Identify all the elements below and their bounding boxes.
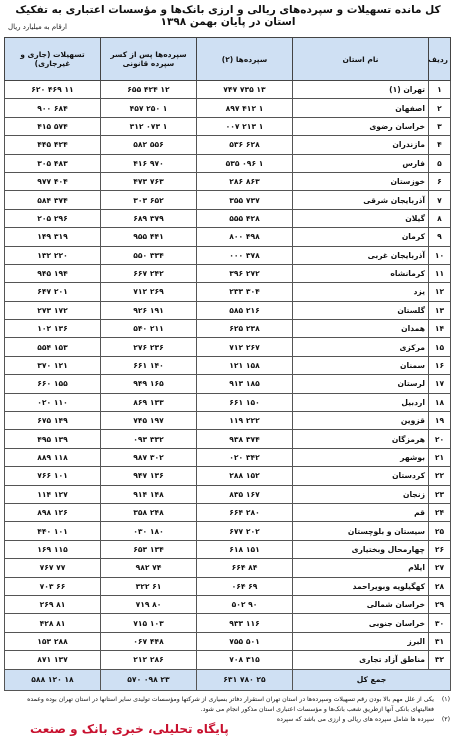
deposits-net-cell: ۳۷۹ ۶۸۹ <box>101 209 197 227</box>
deposits-net-cell: ۳۰۲ ۹۸۷ <box>101 448 197 466</box>
province-name: گیلان <box>293 209 429 227</box>
deposits-net-cell: ۱۴۸ ۹۱۴ <box>101 485 197 503</box>
province-name: مازندران <box>293 136 429 154</box>
province-name: خراسان جنوبی <box>293 614 429 632</box>
loans-cell: ۱۰۱ ۴۴۰ <box>5 522 101 540</box>
province-name: کهگیلویه وبویراحمد <box>293 577 429 595</box>
row-number: ۲۵ <box>429 522 451 540</box>
row-number: ۳۲ <box>429 651 451 669</box>
deposits-cell: ۱ ۲۱۳ ۰۰۷ <box>197 117 293 135</box>
province-name: خراسان شمالی <box>293 595 429 613</box>
province-name: سمنان <box>293 356 429 374</box>
row-number: ۱۰ <box>429 246 451 264</box>
table-row <box>5 503 451 521</box>
row-number: ۲۷ <box>429 559 451 577</box>
deposits-cell: ۱ ۰۹۶ ۵۳۵ <box>197 154 293 172</box>
deposits-net-cell: ۱۶۵ ۹۴۹ <box>101 375 197 393</box>
total-deposits: ۲۵ ۷۸۰ ۶۳۱ <box>197 669 293 690</box>
footnote-2-number: (۲) <box>441 716 450 723</box>
deposits-net-cell: ۲۴۸ ۳۵۸ <box>101 503 197 521</box>
deposits-net-cell: ۷۶۳ ۴۷۳ <box>101 172 197 190</box>
deposits-net-cell: ۱۳۶ ۹۴۷ <box>101 467 197 485</box>
row-number: ۲ <box>429 99 451 117</box>
loans-cell: ۸۱ ۲۶۹ <box>5 595 101 613</box>
deposits-net-cell: ۱۴۰ ۶۶۱ <box>101 356 197 374</box>
table-row <box>5 264 451 282</box>
loans-cell: ۱۱ ۴۶۹ ۶۲۰ <box>5 81 101 99</box>
row-number: ۱۴ <box>429 320 451 338</box>
province-name: آذربایجان شرقی <box>293 191 429 209</box>
deposits-net-cell: ۱ ۲۵۰ ۴۵۷ <box>101 99 197 117</box>
row-number: ۳۰ <box>429 614 451 632</box>
loans-cell: ۳۷۴ ۵۸۴ <box>5 191 101 209</box>
table-row <box>5 393 451 411</box>
header-province: نام استان <box>293 38 429 81</box>
loans-cell: ۴۰۴ ۹۷۷ <box>5 172 101 190</box>
brand-watermark: پایگاه تحلیلی، خبری بانک و صنعت <box>30 722 229 736</box>
deposits-net-cell: ۱۰۳ ۷۱۵ <box>101 614 197 632</box>
loans-cell: ۱۴۹ ۶۷۵ <box>5 412 101 430</box>
province-name: آذربایجان غربی <box>293 246 429 264</box>
table-row <box>5 559 451 577</box>
loans-cell: ۱۱۸ ۸۸۹ <box>5 448 101 466</box>
deposits-cell: ۲۳۸ ۶۲۵ <box>197 320 293 338</box>
table-row <box>5 540 451 558</box>
page-title: کل مانده تسهیلات و سپرده‌های ریالی و ارزی بانک‌ها و مؤسسات اعتباری به تفکیک استان در پایان بهمن ۱۳۹۸ <box>15 4 441 28</box>
loans-cell: ۴۲۴ ۴۴۵ <box>5 136 101 154</box>
deposits-cell: ۱۵۰ ۶۶۱ <box>197 393 293 411</box>
province-name: اصفهان <box>293 99 429 117</box>
deposits-net-cell: ۵۵۶ ۵۸۲ <box>101 136 197 154</box>
deposits-net-cell: ۴۴۱ ۹۵۵ <box>101 228 197 246</box>
table-row <box>5 632 451 650</box>
province-name: قم <box>293 503 429 521</box>
province-name: گلستان <box>293 301 429 319</box>
footnote-2-text: سپرده ها شامل سپرده های ریالی و ارزی می باشد که سپرده <box>276 716 434 723</box>
table-row <box>5 595 451 613</box>
table-row <box>5 522 451 540</box>
table-row <box>5 485 451 503</box>
deposits-net-cell: ۲۱۱ ۵۴۰ <box>101 320 197 338</box>
header-row-no: ردیف <box>429 38 451 81</box>
row-number: ۳ <box>429 117 451 135</box>
row-number: ۷ <box>429 191 451 209</box>
row-number: ۱۱ <box>429 264 451 282</box>
loans-cell: ۶۸۴ ۹۰۰ <box>5 99 101 117</box>
deposits-net-cell: ۲۳۶ ۲۷۶ <box>101 338 197 356</box>
row-number: ۱۸ <box>429 393 451 411</box>
deposits-net-cell: ۱۸۰ ۰۳۰ <box>101 522 197 540</box>
table-row <box>5 320 451 338</box>
province-name: بوشهر <box>293 448 429 466</box>
deposits-net-cell: ۱۳۳ ۸۶۹ <box>101 393 197 411</box>
province-name: لرستان <box>293 375 429 393</box>
total-row <box>5 669 451 690</box>
row-number: ۱۳ <box>429 301 451 319</box>
province-name: کردستان <box>293 467 429 485</box>
deposits-net-cell: ۶۵۲ ۳۰۳ <box>101 191 197 209</box>
loans-cell: ۱۱۵ ۱۶۹ <box>5 540 101 558</box>
loans-cell: ۱۲۷ ۱۱۴ <box>5 485 101 503</box>
loans-cell: ۱۹۴ ۹۴۵ <box>5 264 101 282</box>
table-row <box>5 246 451 264</box>
loans-cell: ۳۱۹ ۱۴۹ <box>5 228 101 246</box>
deposits-net-cell: ۱۹۱ ۹۲۶ <box>101 301 197 319</box>
deposits-cell: ۳۷۸ ۰۰۰ <box>197 246 293 264</box>
deposits-cell: ۲۰۲ ۶۷۷ <box>197 522 293 540</box>
footnotes <box>6 695 450 725</box>
row-number: ۴ <box>429 136 451 154</box>
deposits-cell: ۱۵۱ ۶۱۸ <box>197 540 293 558</box>
row-number: ۲۰ <box>429 430 451 448</box>
province-name: ایلام <box>293 559 429 577</box>
province-name: اردبیل <box>293 393 429 411</box>
loans-cell: ۶۶ ۷۰۳ <box>5 577 101 595</box>
table-row <box>5 430 451 448</box>
deposits-cell: ۱۳ ۷۳۵ ۷۴۷ <box>197 81 293 99</box>
row-number: ۶ <box>429 172 451 190</box>
loans-cell: ۱۳۹ ۴۹۵ <box>5 430 101 448</box>
table-row <box>5 356 451 374</box>
unit-note: ارقام به میلیارد ریال <box>8 23 67 31</box>
deposits-net-cell: ۴۴۸ ۰۶۷ <box>101 632 197 650</box>
row-number: ۲۱ <box>429 448 451 466</box>
row-number: ۱۵ <box>429 338 451 356</box>
row-number: ۱ <box>429 81 451 99</box>
row-number: ۱۷ <box>429 375 451 393</box>
deposits-cell: ۲۶۷ ۷۱۲ <box>197 338 293 356</box>
deposits-net-cell: ۲۸۶ ۲۱۲ <box>101 651 197 669</box>
province-table <box>4 37 451 691</box>
loans-cell: ۱۲۶ ۸۹۸ <box>5 503 101 521</box>
province-name: مناطق آزاد تجاری <box>293 651 429 669</box>
loans-cell: ۲۲۰ ۱۳۲ <box>5 246 101 264</box>
table-row <box>5 577 451 595</box>
row-number: ۲۴ <box>429 503 451 521</box>
province-name: چهارمحال وبختیاری <box>293 540 429 558</box>
deposits-cell: ۲۱۶ ۵۸۵ <box>197 301 293 319</box>
deposits-cell: ۶۹ ۰۶۴ <box>197 577 293 595</box>
table-row <box>5 191 451 209</box>
row-number: ۳۱ <box>429 632 451 650</box>
table-row <box>5 301 451 319</box>
header-deposits-net: سپرده‌ها پس از کسر سپرده قانونی <box>101 38 197 81</box>
deposits-cell: ۸۶۳ ۲۸۶ <box>197 172 293 190</box>
deposits-cell: ۵۰۱ ۷۵۵ <box>197 632 293 650</box>
table-row <box>5 228 451 246</box>
total-loans: ۱۸ ۱۲۰ ۵۸۸ <box>5 669 101 690</box>
loans-cell: ۲۹۶ ۲۰۵ <box>5 209 101 227</box>
province-name: یزد <box>293 283 429 301</box>
loans-cell: ۲۸۸ ۱۵۳ <box>5 632 101 650</box>
deposits-cell: ۲۷۲ ۳۹۶ <box>197 264 293 282</box>
deposits-net-cell: ۶۱ ۳۲۲ <box>101 577 197 595</box>
header-deposits: سپرده‌ها (۲) <box>197 38 293 81</box>
table-row <box>5 375 451 393</box>
loans-cell: ۷۷ ۷۶۷ <box>5 559 101 577</box>
table-row <box>5 136 451 154</box>
deposits-net-cell: ۲۴۲ ۶۶۷ <box>101 264 197 282</box>
table-row <box>5 81 451 99</box>
province-name: کرمانشاه <box>293 264 429 282</box>
table-header-row <box>5 38 451 81</box>
deposits-cell: ۱۸۵ ۹۱۳ <box>197 375 293 393</box>
row-number: ۲۳ <box>429 485 451 503</box>
deposits-net-cell: ۱۳۴ ۶۵۳ <box>101 540 197 558</box>
deposits-net-cell: ۱ ۰۷۳ ۳۱۲ <box>101 117 197 135</box>
deposits-cell: ۳۰۴ ۲۳۳ <box>197 283 293 301</box>
footnote-1-number: (۱) <box>441 696 450 703</box>
province-name: زنجان <box>293 485 429 503</box>
deposits-cell: ۱ ۴۱۲ ۸۹۷ <box>197 99 293 117</box>
deposits-cell: ۱۱۶ ۹۳۳ <box>197 614 293 632</box>
deposits-cell: ۱۵۲ ۲۸۸ <box>197 467 293 485</box>
footnote-1-text: یکی از علل مهم بالا بودن رقم تسهیلات وسپرده‌ها در استان تهران استقرار دفاتر بسیاری از شرکتها ومؤسسات تولیدی سایر استانها در استان تهران بوده وعمده فعالیتهای بانکی آنها ازطریق شعب بانک‌ها و مؤسسات اعتباری استان مذکور انجام می شود. <box>27 696 434 713</box>
deposits-cell: ۷۳۷ ۳۵۵ <box>197 191 293 209</box>
deposits-net-cell: ۲۶۹ ۷۱۲ <box>101 283 197 301</box>
table-row <box>5 614 451 632</box>
deposits-cell: ۱۶۷ ۸۳۵ <box>197 485 293 503</box>
row-number: ۲۸ <box>429 577 451 595</box>
header-loans: تسهیلات (جاری و غیرجاری) <box>5 38 101 81</box>
deposits-cell: ۶۲۸ ۵۳۶ <box>197 136 293 154</box>
row-number: ۱۲ <box>429 283 451 301</box>
deposits-cell: ۸۴ ۶۶۴ <box>197 559 293 577</box>
table-row <box>5 117 451 135</box>
deposits-cell: ۲۲۲ ۱۱۹ <box>197 412 293 430</box>
loans-cell: ۱۳۶ ۱۰۲ <box>5 320 101 338</box>
row-number: ۱۹ <box>429 412 451 430</box>
table-row <box>5 154 451 172</box>
footnote-1 <box>6 695 450 715</box>
deposits-cell: ۳۷۴ ۹۳۸ <box>197 430 293 448</box>
total-deposits-net: ۲۳ ۰۹۸ ۵۷۰ <box>101 669 197 690</box>
table-body <box>5 81 451 670</box>
loans-cell: ۱۵۵ ۶۶۰ <box>5 375 101 393</box>
row-number: ۸ <box>429 209 451 227</box>
province-name: خراسان رضوی <box>293 117 429 135</box>
row-number: ۹ <box>429 228 451 246</box>
deposits-net-cell: ۱۹۷ ۷۴۵ <box>101 412 197 430</box>
province-name: قزوین <box>293 412 429 430</box>
province-name: البرز <box>293 632 429 650</box>
row-number: ۱۶ <box>429 356 451 374</box>
loans-cell: ۱۰۱ ۷۶۶ <box>5 467 101 485</box>
province-name: سیستان و بلوچستان <box>293 522 429 540</box>
loans-cell: ۱۲۱ ۳۷۰ <box>5 356 101 374</box>
province-name: فارس <box>293 154 429 172</box>
province-name: کرمان <box>293 228 429 246</box>
table-row <box>5 209 451 227</box>
row-number: ۲۶ <box>429 540 451 558</box>
deposits-net-cell: ۹۷۰ ۴۱۶ <box>101 154 197 172</box>
deposits-cell: ۳۱۵ ۷۰۸ <box>197 651 293 669</box>
row-number: ۲۹ <box>429 595 451 613</box>
table-row <box>5 172 451 190</box>
table-row <box>5 283 451 301</box>
deposits-net-cell: ۷۴ ۹۸۲ <box>101 559 197 577</box>
table-row <box>5 99 451 117</box>
province-name: هرمزگان <box>293 430 429 448</box>
province-name: مرکزی <box>293 338 429 356</box>
loans-cell: ۱۱۰ ۰۲۰ <box>5 393 101 411</box>
table-row <box>5 338 451 356</box>
province-name: تهران (۱) <box>293 81 429 99</box>
deposits-net-cell: ۳۳۴ ۵۵۰ <box>101 246 197 264</box>
table-row <box>5 412 451 430</box>
loans-cell: ۱۷۲ ۲۷۳ <box>5 301 101 319</box>
deposits-cell: ۹۰ ۵۰۲ <box>197 595 293 613</box>
loans-cell: ۱۳۷ ۸۷۱ <box>5 651 101 669</box>
table-row <box>5 448 451 466</box>
loans-cell: ۱۵۳ ۵۵۴ <box>5 338 101 356</box>
deposits-net-cell: ۳۳۲ ۰۹۳ <box>101 430 197 448</box>
deposits-cell: ۴۲۸ ۵۵۵ <box>197 209 293 227</box>
row-number: ۲۲ <box>429 467 451 485</box>
deposits-cell: ۴۹۸ ۸۰۰ <box>197 228 293 246</box>
loans-cell: ۸۱ ۴۲۸ <box>5 614 101 632</box>
loans-cell: ۲۰۱ ۶۴۷ <box>5 283 101 301</box>
loans-cell: ۴۸۳ ۳۰۵ <box>5 154 101 172</box>
deposits-net-cell: ۱۲ ۴۲۴ ۶۵۵ <box>101 81 197 99</box>
province-name: خوزستان <box>293 172 429 190</box>
deposits-cell: ۱۵۸ ۱۲۱ <box>197 356 293 374</box>
table-row <box>5 651 451 669</box>
deposits-cell: ۳۴۲ ۰۲۰ <box>197 448 293 466</box>
province-name: همدان <box>293 320 429 338</box>
total-label: جمع کل <box>293 669 451 690</box>
loans-cell: ۵۷۴ ۴۱۵ <box>5 117 101 135</box>
deposits-net-cell: ۸۰ ۷۱۹ <box>101 595 197 613</box>
deposits-cell: ۲۸۰ ۶۶۴ <box>197 503 293 521</box>
row-number: ۵ <box>429 154 451 172</box>
table-row <box>5 467 451 485</box>
